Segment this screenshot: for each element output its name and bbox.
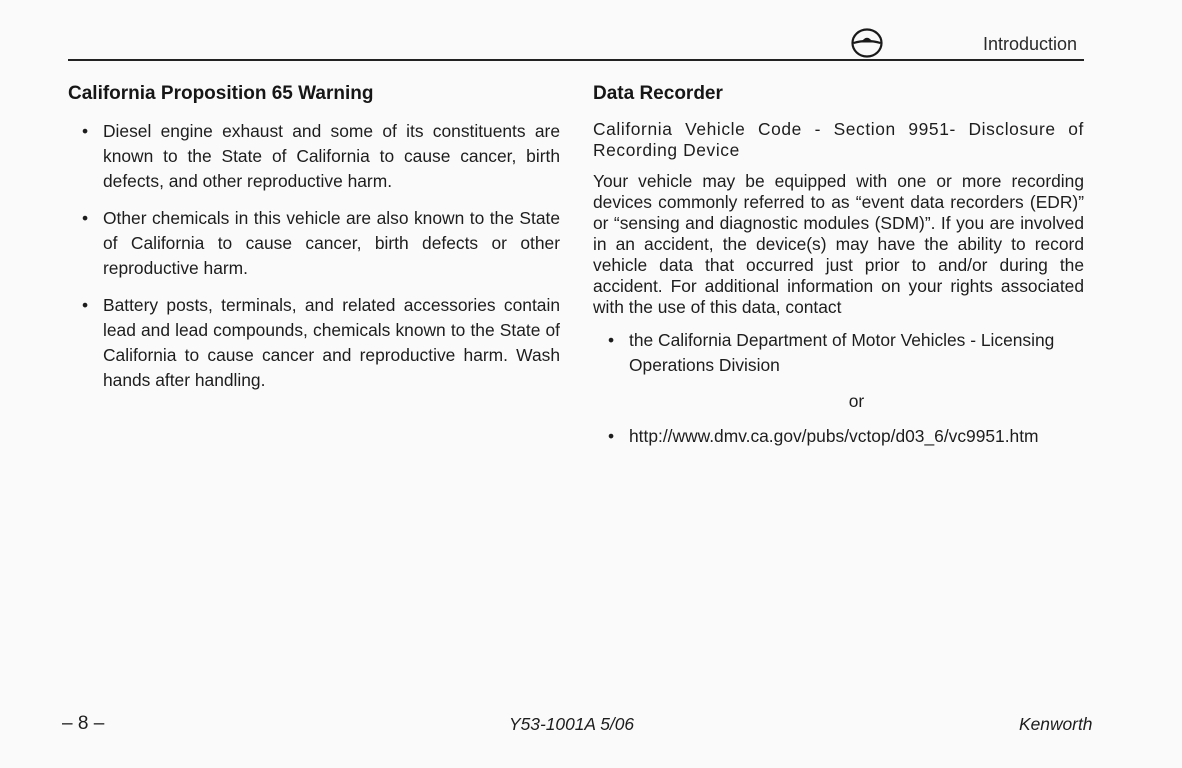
data-recorder-heading: Data Recorder (593, 83, 723, 104)
steering-wheel-icon (850, 27, 884, 59)
brand-name: Kenworth (1019, 714, 1093, 734)
contact-list-url (593, 424, 1084, 449)
page-number: – 8 – (62, 713, 105, 734)
section-title: Introduction (983, 34, 1078, 54)
contact-list (593, 328, 1084, 378)
bullet-icon: • (608, 426, 615, 446)
document-code: Y53-1001A 5/06 (509, 714, 635, 734)
recorder-body-paragraph: Your vehicle may be equipped with one or more recording devices commonly referred to as “event data recorders (EDR)” or “sensing and diagnostic modules (SDM)”. If you are involved in an accident, the device(s) may have the ability to record vehicle data that occurred just prior to and/or during the accident. For additional information on your rights associated with the use of this data, contact (593, 171, 1084, 317)
list-item (68, 119, 560, 194)
right-column (593, 83, 1084, 449)
list-item-text: Battery posts, terminals, and related accessories contain lead and lead compounds, chemicals known to the State of California to cause cancer and reproductive harm. Wash hands after handling. (103, 295, 560, 390)
header-divider (68, 59, 1084, 61)
vehicle-code-paragraph: California Vehicle Code - Section 9951- Disclosure of Recording Device (593, 119, 1084, 160)
list-item-text: Diesel engine exhaust and some of its constituents are known to the State of California to cause cancer, birth defects, and other reproductive harm. (103, 121, 560, 191)
bullet-icon: • (608, 330, 615, 350)
dmv-url-link[interactable]: http://www.dmv.ca.gov/pubs/vctop/d03_6/vc9951.htm (629, 426, 1039, 446)
left-column (68, 83, 560, 405)
or-separator: or (848, 391, 865, 411)
list-item (593, 328, 1084, 378)
list-item-text: Other chemicals in this vehicle are also known to the State of California to cause cancer, birth defects or other reproductive harm. (103, 208, 560, 278)
list-item (593, 424, 1084, 449)
prop65-list (68, 119, 560, 393)
bullet-icon: • (82, 121, 89, 141)
list-item (68, 206, 560, 281)
list-item (68, 293, 560, 393)
bullet-icon: • (82, 208, 89, 228)
prop65-heading: California Proposition 65 Warning (68, 83, 374, 104)
dmv-division-text: the California Department of Motor Vehicles - Licensing Operations Division (629, 330, 1055, 375)
bullet-icon: • (82, 295, 89, 315)
